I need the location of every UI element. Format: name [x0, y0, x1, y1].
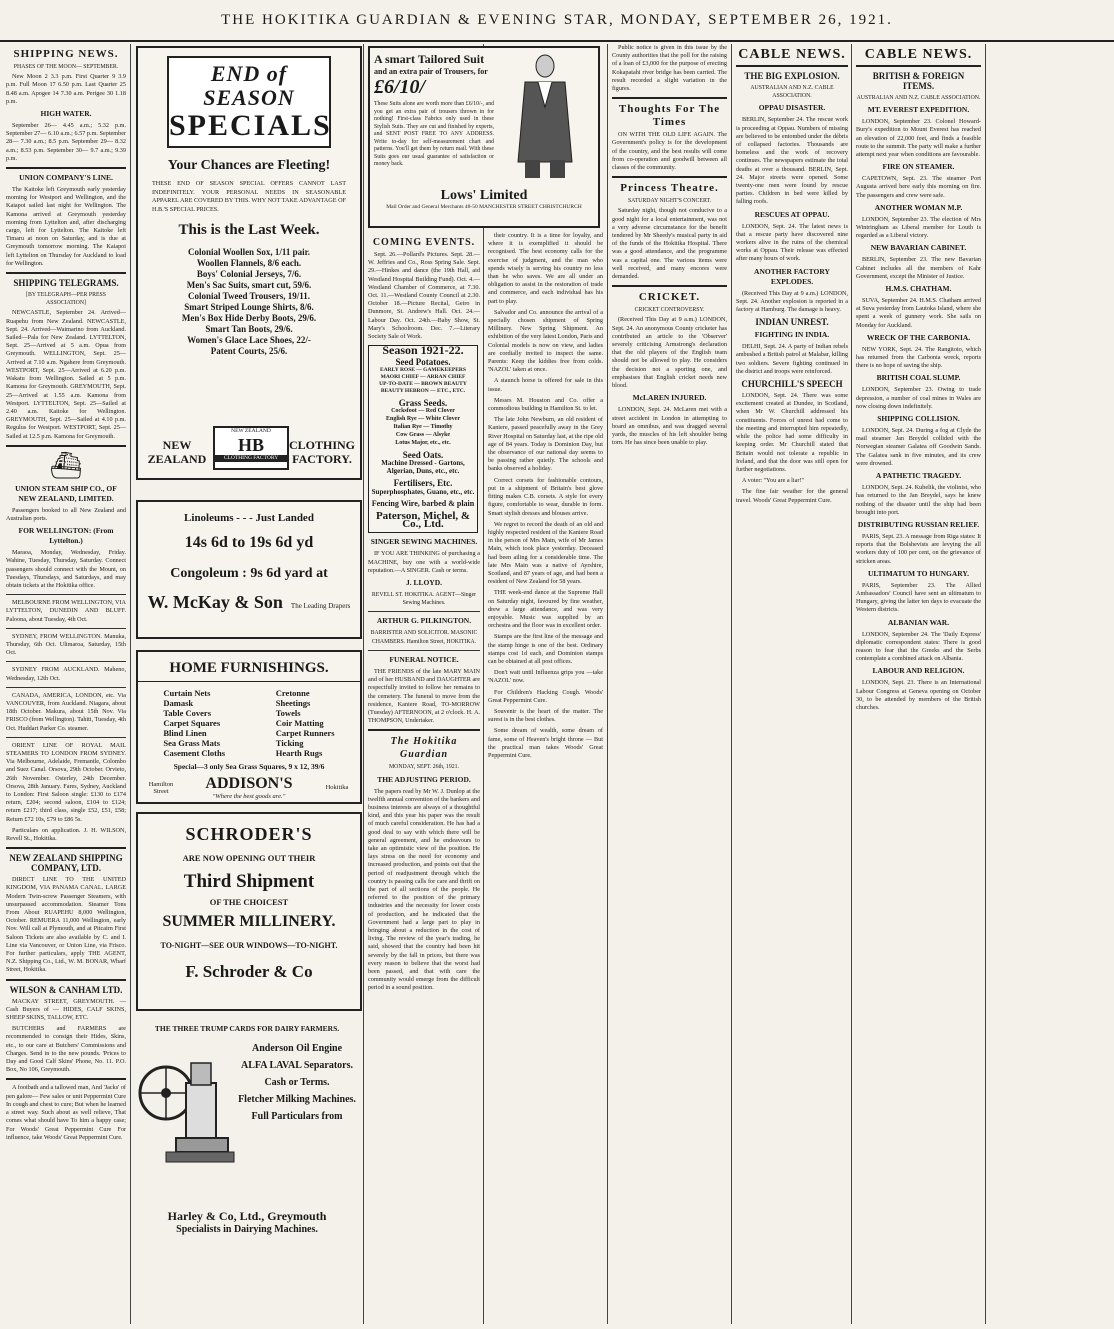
- grass-variety: Lotus Major, etc., etc.: [395, 439, 451, 446]
- season-seed-ad: [368, 345, 478, 533]
- high-water-text: September 26— 4.45 a.m.; 5.32 p.m. September 27— 6.10 a.m.; 6.57 p.m. September 28— 7.30 a.m.; 8.5 p.m. September 29— 8.32 a.m.; 8.53 p.m. September 30— 9.7 a.m.; 9.39 p.m.: [6, 122, 126, 162]
- princess-heading: Princess Theatre.: [620, 182, 719, 195]
- special-item: Boys' Colonial Jerseys, 7/6.: [196, 269, 302, 279]
- schroder-signature: F. Schroder & Co: [185, 962, 313, 981]
- hb-end-of-season-ad: [136, 46, 362, 480]
- column-rule: [483, 44, 484, 1324]
- grass-variety: Cocksfoot — Red Clover: [391, 407, 455, 414]
- wellington-heading: FOR WELLINGTON: (From Lyttelton.): [18, 526, 114, 546]
- peppermint-text: The fine fair weather for the general travel. Woods' Great Peppermint Cure.: [736, 488, 848, 504]
- divider: [736, 65, 848, 67]
- voter-quote: A voter: "You are a liar!": [742, 477, 804, 485]
- divider: [6, 687, 126, 688]
- furnishing-item: Sheetings: [275, 698, 311, 708]
- shipping-news-heading: SHIPPING NEWS.: [13, 48, 119, 60]
- everest-heading: MT. EVEREST EXPEDITION.: [867, 105, 970, 115]
- hb-logo-mid: HB: [237, 435, 264, 455]
- pilkington-name: ARTHUR G. PILKINGTON.: [376, 616, 472, 626]
- oppau-text: BERLIN, September 24. The rescue work is proceeding at Oppau. Numbers of missing are believed to be entombed under the débris of collapsed factories. Thousands are homeless and the work of recovery continues. The newspapers estimate the total deaths at over a thousand. BERLIN, Sept. 24. Major streets were opened. Some twenty-one men were found by rescue parties. Children in bed were killed by falling roofs.: [736, 116, 848, 206]
- lows-tailored-suit-ad: [368, 46, 600, 228]
- furnishing-item: Curtain Nets: [163, 688, 211, 698]
- singer-text: IF YOU ARE THINKING of purchasing a MACHINE, buy one with a world-wide reputation.—A SINGER. Cash or terms.: [368, 550, 480, 574]
- column-rule: [851, 44, 852, 1324]
- special-item: Patent Courts, 25/6.: [210, 346, 288, 356]
- divider: [6, 445, 126, 447]
- footnote-verse: A footbath and a tallowed man, And 'Jacks' of pen galore— Few sales or unit Peppermint Cure In cough and chest to cure; But when he learned a street way. Such about as well relieve, That comes what should have To him a happy case; For Woods' Great Peppermint Cure For influence, take Woods' Great Peppermint Cure.: [6, 1084, 126, 1141]
- princess-sub: SATURDAY NIGHT'S CONCERT.: [627, 198, 712, 205]
- indian-text: DELHI, Sept. 24. A party of Indian rebels ambushed a British patrol at Malabar, killing two soldiers. Severe fighting continued in the district and troops were reinforced.: [736, 343, 848, 375]
- oats-heading: Seed Oats.: [402, 449, 444, 460]
- albanian-text: LONDON, September 24. The 'Daily Express' diplomatic correspondent states: There is good reason to fear that the Greeks and the Serbs contemplate a combined attack on Albania.: [856, 630, 981, 663]
- potato-variety: EARLY ROSE — GAMEKEEPERS: [380, 366, 466, 373]
- bavarian-text: BERLIN, September 23. The new Bavarian Cabinet includes all the members of Kahr Government, except the Minister of Justice.: [856, 256, 981, 280]
- divider: [612, 285, 727, 287]
- churchill-text: LONDON, Sept. 24. There was some excitement created at Dundee, in Scotland, when Mr W. Churchill addressed his constituents. Forces of unrest had come to the meeting and interrupted him repeatedly, while the police had some difficulty in keeping order. Mr Churchill stated that Britain would not tolerate a republic in Ireland, and that the door was still open for further negotiations.: [736, 392, 848, 473]
- cricket-heading: CRICKET.: [638, 291, 701, 304]
- grass-list: [369, 407, 477, 447]
- public-notice-text: Public notice is given in this issue by the County authorities that the poll for the raising of a loan of £3,000 for the purpose of erecting Kokapatahi river bridge has been carried. The result recorded a slight variation in the figures.: [612, 44, 727, 93]
- coming-events-text: Sept. 26.—Pollard's Pictures. Sept. 28.—W. Jeffries and Co., Ross Spring Sale. Sept. 29.—Hinkes and dance (the 19th Hall, aid Westland Hospital Building Fund). Oct. 4.—Westland Chamber of Commerce, at 7.30. Oct. 11.—Westland County Council at 2.30. October 18.—Picture Recital, Geiro in Dunmore, St. Andrew's Hall. Oct. 24.—Labour Day. Oct. 24th.—Baby Show, St. Mary's Schoolroom. Dec. 7.—Literary Society Sale of Work.: [368, 251, 480, 341]
- canada-text: CANADA, AMERICA, LONDON, etc. Via VANCOUVER, from Auckland. Niagara, about 18th October. Makura, about 15th Nov. Via FRISCO (from Wellington). Tahiti, Tuesday, 4th Oct. Huddart Parker Co. steamer.: [6, 691, 126, 732]
- lows-footer: [374, 188, 594, 210]
- mckay-linoleum-ad: [136, 500, 362, 639]
- column-coming-events: [368, 232, 480, 1322]
- editorial-text: The papers read by Mr W. J. Dunlop at the twelfth annual convention of the bankers and business interests are always of a thoughtful kind, and this year his paper was the result of much careful consideration. He has had a good deal to say with which there will be general agreement, and he endeavours to take an optimistic view of the position. He lays stress on the need for economy and increased production, and points out that the period of readjustment through which the country is passing calls for care and thrift on the part of all sections of the people. He referred to the position of the primary industries and the necessity for lower costs of production, and he indicated that the Government had a large part to play in bringing about a reduction in the cost of living. The review of the year's trading, he said, showed that the country had been hit severely by the fall in prices, but there was every reason to believe that the worst had been passed, and that with care the community would emerge from the difficult period in a sound position.: [368, 787, 480, 992]
- souvenir-text: Souvenir is the heart of the matter. The surest is in the best clothes.: [488, 707, 603, 724]
- furnishings-left: [163, 688, 225, 758]
- end-season-title-1: END of SEASON: [203, 61, 295, 110]
- cricket-text: (Received This Day at 9 a.m.) LONDON, Sept. 24. An anonymous County cricketer has contributed an article to the 'Observer' severely criticising Armstrong's declaration that the old players of the English team should not be allowed to play. He considers the decision not a sporting one, and emphasises that English cricket needs new blood.: [612, 316, 727, 390]
- telegrams-sub: [BY TELEGRAPH—PER PRESS ASSOCIATION]: [26, 292, 106, 307]
- fencing-text: Fencing Wire, barbed & plain: [371, 498, 475, 508]
- oppau-heading: OPPAU DISASTER.: [758, 103, 826, 113]
- trump-item: Anderson Oil Engine: [251, 1043, 343, 1054]
- collision-heading: SHIPPING COLLISION.: [877, 414, 960, 424]
- tragedy-heading: A PATHETIC TRAGEDY.: [875, 471, 962, 481]
- hb-logo-top: NEW ZEALAND: [231, 428, 271, 434]
- special-item: Women's Glace Lace Shoes, 22/-: [187, 335, 311, 345]
- harley-dairy-ad: [136, 1020, 358, 1290]
- schroder-ad: [136, 812, 362, 1011]
- oil-engine-illustration: [136, 1043, 236, 1193]
- column-rule: [130, 44, 131, 1324]
- telegrams-heading: SHIPPING TELEGRAMS.: [13, 278, 119, 289]
- furnishing-item: Carpet Squares: [163, 718, 221, 728]
- lows-address: Mail Order and General Merchants 48-50 MANCHESTER STREET CHRISTCHURCH: [386, 204, 582, 210]
- column-rule: [731, 44, 732, 1324]
- divider: [6, 661, 126, 662]
- last-week-heading: This is the Last Week.: [178, 222, 320, 238]
- column-rule: [985, 44, 986, 1324]
- trump-body: [136, 1043, 358, 1193]
- fire-text: CAPETOWN, Sept. 23. The steamer Port Augusta arrived here early this morning on fire. The passengers and crew were safe.: [856, 175, 981, 199]
- union-text: The Kaitoke left Greymouth early yesterday morning for Westport and Wellington, and the Kaiapoi sailed last night for Wellington. The Kamona arrived at Greymouth yesterday morning from Lyttelton and, after discharging cargo, left for Lyttelton. The Kaitoke left Timaru at noon on Saturday, and is due at Greymouth tomorrow morning. The Kaiapoi left Lyttelton on Thursday for Auckland to load for Wellington.: [6, 186, 126, 267]
- schroder-line-1: ARE NOW OPENING OUT THEIR: [182, 853, 316, 863]
- congoleum-price: Congoleum : 9s 6d yard at: [170, 566, 328, 581]
- end-season-title-2: SPECIALS: [169, 109, 332, 142]
- furnishing-item: Damask: [163, 698, 194, 708]
- mckay-name: W. McKay & Son: [147, 592, 283, 612]
- churchill-heading: CHURCHILL'S SPEECH: [741, 379, 843, 390]
- cricket-sub: CRICKET CONTROVERSY.: [634, 307, 705, 314]
- thoughts-heading: Thoughts For The Times: [618, 103, 721, 129]
- stamps-text: Stamps are the first line of the message and the stamp hinge is one of the best. Ordinary stamps cost 1d each, and Dominion stamps can be obtained at all post offices.: [488, 633, 603, 665]
- divider: [6, 628, 126, 629]
- high-water-heading: HIGH WATER.: [40, 109, 92, 119]
- column-shipping: [6, 44, 126, 1324]
- notes-text: Salvador and Co. announce the arrival of a specially chosen shipment of Spring Millinery. New Spring Shipment. An exhibition of the very latest London, Paris and Colonial models is now on view, and ladies are cordially invited to inspect the same. Parents: Keep the kiddies free from colds. 'NAZOL' taken at once.: [488, 308, 603, 374]
- furnishings-list: [138, 688, 360, 758]
- oats-text: Machine Dressed - Gartons, Algerian, Duns, etc., etc.: [381, 459, 465, 476]
- special-item: Colonial Tweed Trousers, 19/11.: [188, 291, 310, 301]
- carbonia-text: NEW YORK, Sept. 24. The Rangitoto, which has returned from the Carbonia wreck, reports there is no hope of saving the ship.: [856, 345, 981, 370]
- furnishings-right: [276, 688, 335, 758]
- furnishing-item: Carpet Runners: [275, 728, 335, 738]
- grass-heading: Grass Seeds.: [398, 397, 448, 408]
- labour-heading: LABOUR AND RELIGION.: [872, 666, 965, 676]
- labour-text: LONDON, Sept. 23. There is an International Labour Congress at Geneva opening on October 30, to be attended by members of the British churches.: [856, 679, 981, 711]
- mclaren-text: LONDON, Sept. 24. McLaren met with a street accident in London in attempting to board an omnibus, and was dragged several yards, the muscles of his left shoulder being torn. He has since been unable to play.: [612, 406, 727, 447]
- russia-heading: DISTRIBUTING RUSSIAN RELIEF.: [857, 519, 980, 529]
- tailored-line-2: and an extra pair of Trousers, for: [374, 67, 488, 76]
- addison-brand: [205, 775, 292, 800]
- flu-text: For Children's Hacking Cough. Woods' Great Peppermint Cure.: [488, 688, 603, 704]
- schroder-line-3: OF THE CHOICEST: [209, 897, 289, 907]
- column-local-news: [488, 232, 603, 1322]
- furnishing-item: Table Covers: [163, 708, 212, 718]
- fertilisers-heading: Fertilisers, Etc.: [393, 478, 453, 489]
- albanian-heading: ALBANIAN WAR.: [887, 617, 950, 627]
- wilson-text: MACKAY STREET, GREYMOUTH. — Cash Buyers of — HIDES, CALF SKINS, SHEEP SKINS, TALLOW, ETC.: [6, 997, 126, 1022]
- fire-heading: FIRE ON STEAMER.: [882, 162, 955, 172]
- special-offer: Special—3 only Sea Grass Squares, 9 x 12, 39/6: [173, 762, 325, 771]
- cable-news-heading: CABLE NEWS.: [738, 47, 846, 62]
- chances-heading: Your Chances are Fleeting!: [167, 158, 331, 173]
- sydney-auckland-text: SYDNEY FROM AUCKLAND. Maheno, Wednesday, 12th Oct.: [6, 666, 126, 682]
- hamilton-street: Hamilton Street: [148, 780, 174, 795]
- trump-heading: THE THREE TRUMP CARDS FOR DAIRY FARMERS.: [154, 1024, 340, 1033]
- grass-variety: Italian Rye — Timothy: [393, 423, 453, 430]
- woman-mp-text: LONDON, September 23. The election of Mrs Wintringham as Liberal member for Louth is regarded as a Liberal victory.: [856, 215, 981, 240]
- sydney-text: SYDNEY, FROM WELLINGTON. Manuka, Thursday, 6th Oct. Ulimaroa, Saturday, 15th Oct.: [6, 632, 126, 657]
- lloyd-address: REVELL ST. HOKITIKA. AGENT—Singer Sewing Machines.: [371, 592, 477, 607]
- divider: [368, 611, 480, 612]
- trump-item: ALFA LAVAL Separators.: [241, 1060, 353, 1071]
- cable-news-heading-2: CABLE NEWS.: [864, 47, 973, 62]
- addison-tagline: "Where the best goods are.": [212, 793, 286, 800]
- season-heading: Season 1921-22.: [382, 345, 464, 358]
- coming-events-heading: COMING EVENTS.: [372, 237, 476, 248]
- lows-name: Lows' Limited: [440, 188, 528, 203]
- trump-items: [236, 1043, 358, 1193]
- divider: [6, 979, 126, 981]
- ultimatum-text: PARIS, September 23. The Allied Ambassadors' Council have sent an ultimatum to Hungary, giving the latter ten days to evacuate the Western districts.: [856, 581, 981, 614]
- tailored-text: These Suits alone are worth more than £6/10/-, and you get an extra pair of trousers thrown in for nothing! First-class Fabrics only used in these Stylish Suits. They are cut and finished by experts, and SENT POST FREE TO ANY ADDRESS. Write to-day for self-measurement chart and patterns. You'll get them by return mail. With these Suits goes our usual guarantee of satisfaction or money back.: [374, 101, 494, 167]
- british-items-heading: BRITISH & FOREIGN ITEMS.: [872, 71, 965, 91]
- divider: [6, 167, 126, 169]
- divider: [6, 847, 126, 849]
- rescues-text: LONDON, Sept. 24. The latest news is that a rescue party have discovered nine workers alive in the ruins of the chemical works at Oppau. Their release was effected after many hours of work.: [736, 222, 848, 263]
- usscol-text: Passengers booked to all New Zealand and Australian ports.: [6, 506, 126, 522]
- linoleum-price: 14s 6d to 19s 6d yd: [184, 534, 314, 551]
- moon-text: New Moon 2 3.3 p.m. First Quarter 9 3.9 p.m. Full Moon 17 6.50 p.m. Last Quarter 25 8.48 a.m. Apogee 14 7.30 a.m. Perigee 30 1.18 p.m.: [6, 73, 126, 105]
- tailored-line-1: A smart Tailored Suit: [374, 52, 485, 66]
- linoleums-heading: Linoleums - - - Just Landed: [184, 512, 314, 524]
- hb-logo: [213, 426, 289, 470]
- chatham-text: SUVA, September 24. H.M.S. Chatham arrived at Suva yesterday from Lautoka Island, where she spent a week of gunnery work. She sails on Monday for Auckland.: [856, 297, 981, 329]
- lows-copy: [374, 52, 494, 169]
- rescues-heading: RESCUES AT OPPAU.: [754, 209, 830, 219]
- indian-sub: FIGHTING IN INDIA.: [754, 330, 830, 340]
- harley-tagline: Specialists in Dairying Machines.: [176, 1224, 318, 1235]
- tragedy-text: LONDON, Sept. 24. Kubelik, the violinist, who has returned to the Jan Breydel, says he knew nothing of the disaster until the ship had been brought into port.: [856, 484, 981, 516]
- column-cable-news-1: [736, 44, 848, 1324]
- furnishing-item: Blind Linen: [163, 728, 207, 738]
- trump-item: Cash or Terms.: [264, 1077, 330, 1088]
- special-item: Men's Box Hide Derby Boots, 29/6.: [181, 313, 317, 323]
- harley-name: Harley & Co, Ltd., Greymouth: [167, 1209, 327, 1223]
- article-text: their country. It is a time for loyalty, and where it is exemplified it should be recognised. The best economy calls for the exercise of judgment, and the man who spends wisely is serving his country no less than he who saves. We are all under an obligation to assist in the restoration of trade and commerce, and each individual has his part to play.: [488, 232, 603, 305]
- guardian-date: MONDAY, SEPT. 26th, 1921.: [389, 764, 459, 771]
- potatoes-heading: Seed Potatoes.: [395, 357, 451, 368]
- russia-text: PARIS, Sept. 23. A message from Riga states: It reports that the Bolshevists are levying the all workers duty of 100 per cent, on the grievance of stricken areas.: [856, 532, 981, 565]
- editorial-heading: THE ADJUSTING PERIOD.: [377, 774, 471, 784]
- influenza-text: Don't wait until Influenza grips you —take 'NAZOL' now.: [488, 669, 603, 685]
- divider: [6, 272, 126, 274]
- explosion-heading: THE BIG EXPLOSION.: [744, 71, 840, 81]
- footnote-text: Some dream of wealth, some dream of fame, some of Heaven's bright throne — But the practical man takes Woods' Great Peppermint Cure.: [488, 727, 603, 759]
- divider: [612, 97, 727, 99]
- collision-text: LONDON, Sept. 24. During a fog at Clyde the mail steamer Jan Breydel collided with the Norwegian steamer Galatea off Goodwin Sands. The Galatea sank in five minutes, and its crew were drowned.: [856, 427, 981, 467]
- fertilisers-text: Superphosphates, Guano, etc., etc.: [371, 487, 475, 496]
- singer-heading: SINGER SEWING MACHINES.: [370, 537, 478, 547]
- carbonia-heading: WRECK OF THE CARBONIA.: [866, 332, 971, 342]
- everest-text: LONDON, September 23. Colonel Howard-Bury's expedition to Mount Everest has reached an elevation of 22,000 feet, and finds a feasible route to the summit. The party will make a further attempt next year when conditions are favourable.: [856, 118, 981, 159]
- chatham-heading: H.M.S. CHATHAM.: [885, 284, 952, 294]
- princess-text: Saturday night, though not conducive to a good night for a local entertainment, was not a very adverse circumstance for the benefit tendered by Mr Sheedy's musical party in aid of the funds of the Hokitika Hospital. There was a good attendance, and the programme was a capital one. The various items were well received, and many encores were demanded.: [612, 207, 727, 281]
- indian-heading: INDIAN UNREST.: [755, 317, 829, 328]
- coal-heading: BRITISH COAL SLUMP.: [876, 373, 961, 383]
- end-season-banner: [167, 56, 331, 148]
- potato-variety: UP-TO-DATE — BROWN BEAUTY: [379, 380, 467, 387]
- union-heading: UNION COMPANY'S LINE.: [19, 173, 113, 183]
- steamship-icon: ⛴: [49, 450, 83, 480]
- column-rule: [363, 44, 364, 1324]
- another-explosion-text: (Received This Day at 9 a.m.) LONDON, Sept. 24. Another explosion is reported in a factory at Hamburg. The damage is heavy.: [736, 289, 848, 314]
- furnishing-item: Casement Cloths: [163, 748, 226, 758]
- melbourne-text: MELBOURNE FROM WELLINGTON, VIA LYTTELTON, DUNEDIN AND BLUFF. Paloona, about Tuesday, 4th Oct.: [6, 599, 126, 623]
- lloyd-name: J. LLOYD.: [405, 578, 443, 588]
- special-item: Smart Tan Boots, 29/6.: [205, 324, 293, 334]
- potato-variety: BEAUTY HEBRON — ETC., ETC.: [380, 387, 466, 394]
- divider: [856, 65, 981, 67]
- divider: [368, 729, 480, 731]
- addison-furnishings-ad: [136, 650, 362, 804]
- funeral-text: THE FRIENDS of the late MARY MAIN and of her HUSBAND and DAUGHTER are respectfully invited to follow her remains to the cemetery. The funeral to move from the residence, Kaniere Road, TO-MORROW (Tuesday) AFTERNOON, at 2 o'clock. H. A. THOMPSON, Undertaker.: [368, 667, 480, 725]
- nzship-heading: NEW ZEALAND SHIPPING COMPANY, LTD.: [9, 853, 123, 874]
- ultimatum-heading: ULTIMATUM TO HUNGARY.: [867, 568, 970, 578]
- particulars-text: Particulars on application. J. H. WILSON, Revell St., Hokitika.: [6, 826, 126, 843]
- clothing-factory-label: CLOTHING FACTORY.: [288, 438, 355, 466]
- orient-text: ORIENT LINE OF ROYAL MAIL STEAMERS TO LONDON FROM SYDNEY. Via Melbourne, Adelaide, Fremantle, Colombo and Suez Canal. Orsova, 29th October. Orvieto, 26th November. Osterley, 24th December. Orsova, 28th January. Fares, Sydney, Auckland to London: First Saloon single: £130 to £174 return, £204; second saloon, £104 to £124; return £217; third class, single £52, £51, £58; Return £72 10s, £79 to £86 5s.: [6, 741, 126, 823]
- special-item: Colonial Woollen Sox, 1/11 pair.: [187, 247, 311, 257]
- staunch-text: A staunch horse is offered for sale in this issue.: [488, 377, 603, 393]
- pilkington-address: BARRISTER AND SOLICITOR. MASONIC CHAMBERS. Hamilton Street, HOKITIKA.: [370, 630, 478, 645]
- divider: [612, 176, 727, 178]
- divider: [6, 594, 126, 595]
- schroder-line-2: Third Shipment: [183, 871, 315, 892]
- furnishing-item: Ticking: [275, 738, 304, 748]
- addison-town: Hokitika: [325, 784, 349, 791]
- divider: [6, 1078, 126, 1080]
- special-item: Woollen Flannels, 8/6 each.: [196, 258, 302, 268]
- usscol-heading: UNION STEAM SHIP CO., OF NEW ZEALAND, LIMITED.: [15, 483, 117, 503]
- schroder-line-4: SUMMER MILLINERY.: [162, 913, 336, 930]
- mckay-signature: [138, 592, 360, 613]
- potatoes-list: [369, 367, 477, 395]
- special-item: Smart Striped Lounge Shirts, 8/6.: [184, 302, 314, 312]
- woman-mp-heading: ANOTHER WOMAN M.P.: [874, 202, 963, 212]
- trump-item: Full Particulars from: [251, 1111, 343, 1122]
- funeral-heading: FUNERAL NOTICE.: [389, 654, 459, 664]
- explosion-sub: AUSTRALIAN AND N.Z. CABLE ASSOCIATION.: [750, 85, 834, 100]
- furnishing-item: Sea Grass Mats: [163, 738, 221, 748]
- column-rule: [607, 44, 608, 1324]
- specials-list: [138, 247, 360, 357]
- corsets-text: Correct corsets for fashionable contours, put in a shipment of Britain's best glove fitting makes C.B. corsets. A style for every figure, comfortable to wear, durable in form. Smart stylish dresses and blouses arrive.: [488, 476, 603, 517]
- british-items-sub: AUSTRALIAN AND N.Z. CABLE ASSOCIATION.: [856, 95, 981, 101]
- suited-man-illustration: [500, 52, 590, 182]
- wilson-heading: WILSON & CANHAM LTD.: [9, 984, 123, 995]
- divider: [368, 650, 480, 651]
- mclaren-heading: McLAREN INJURED.: [632, 393, 707, 403]
- masthead: THE HOKITIKA GUARDIAN & EVENING STAR, MONDAY, SEPTEMBER 26, 1921.: [0, 0, 1114, 42]
- schroder-heading: SCHRODER'S: [185, 824, 313, 844]
- new-zealand-label: NEW ZEALAND: [147, 438, 207, 466]
- weekend-dance-text: THE week-end dance at the Supreme Hall on Saturday night, favoured by fine weather, drew a large attendance, and was very enjoyable. Music was supplied by an orchestra and the floor was in excellent order.: [488, 589, 603, 630]
- grass-variety: Cow Grass — Alsyke: [395, 431, 451, 438]
- tailored-price: £6/10/: [374, 76, 426, 98]
- furnishing-item: Towels: [275, 708, 301, 718]
- paterson-name: Paterson, Michel, & Co., Ltd.: [375, 510, 471, 531]
- column-features: [612, 44, 727, 1324]
- obituary-text: The late John Newburn, an old resident of Kaniere, passed peacefully away in the Grey River Hospital on Saturday last, at the ripe old age of 84 years. Today is Dominion Day, but the observance of our national day seems to be passing rather quietly. The schools and banks observed a holiday.: [488, 416, 603, 473]
- thoughts-text: ON WITH THE OLD LIFE AGAIN. The Government's policy is for the development of the country, and the best results will come from co-operation and goodwill between all classes of the community.: [612, 131, 727, 172]
- nzship-text: DIRECT LINE TO THE UNITED KINGDOM, VIA PANAMA CANAL. LARGE Modern Twin-screw Passenger Steamers, with unsurpassed accommodation. Steamer Tons From About RUAPEHU 8,000 Wellington, October. REMUERA 11,000 Wellington, early Nov. Will call at Plymouth, and at Pitcairn First Saloon Tickets are also available by C. and I. Line via Vancouver, or Union Line, via Frisco. For further particulars, apply THE AGENT, N.Z. Shipping Co., Ltd., W. M. BONAR, Wharf Street, Hokitika.: [6, 876, 126, 974]
- death-notice-text: We regret to record the death of an old and highly respected resident of the Kaniere Road in the person of Mrs Main, wife of Mr James Main, which took place yesterday. Deceased had been ailing for a considerable time. The late Mrs Main was a native of Ayrshire, Scotland, and 87 years of age, and had been a resident of New Zealand for 58 years.: [488, 520, 603, 586]
- addison-footer: [144, 775, 354, 800]
- divider: [6, 737, 126, 738]
- grass-variety: English Rye — White Clover: [385, 415, 460, 422]
- guardian-nameplate: The Hokitika Guardian: [390, 736, 458, 761]
- schroder-line-5: TO-NIGHT—SEE OUR WINDOWS—TO-NIGHT.: [160, 941, 338, 950]
- bavarian-heading: NEW BAVARIAN CABINET.: [870, 243, 967, 253]
- hanson-text: Messrs M. Houston and Co. offer a commodious building in Hamilton St. to let.: [488, 396, 603, 413]
- furnishing-item: Hearth Rugs: [275, 748, 323, 758]
- moon-heading: PHASES OF THE MOON— SEPTEMBER.: [13, 64, 119, 70]
- home-furnishings-heading: HOME FURNISHINGS.: [138, 660, 360, 682]
- trump-item: Fletcher Milking Machines.: [238, 1094, 356, 1105]
- coal-text: LONDON, September 23. Owing to trade depression, a number of coal mines in Wales are now closing down indefinitely.: [856, 386, 981, 410]
- furnishing-item: Coir Matting: [275, 718, 324, 728]
- another-explosion-heading: ANOTHER FACTORY EXPLODES.: [754, 266, 830, 286]
- chances-text: THESE END OF SEASON SPECIAL OFFERS CANNOT LAST INDEFINITELY. YOUR PERSONAL NEEDS IN SEASONABLE APPAREL ARE COVERED BY THIS. WHY NOT TAKE ADVANTAGE OF H.B.'S SPECIAL PRICES.: [152, 180, 346, 213]
- butchers-text: BUTCHERS and FARMERS are recommended to consign their Hides, Skins, etc., to our care at Butchers' Commissions and Charges. Send in to the new pounds. 'Prices to Day and Good Calf Skins' Phone, No. 11. P.O. Box, No 106, Greymouth.: [6, 1025, 126, 1074]
- special-item: Men's Sac Suits, smart cut, 59/6.: [186, 280, 312, 290]
- column-cable-news-2: [856, 44, 981, 1324]
- potato-variety: MAORI CHIEF — ARRAN CHIEF: [380, 373, 466, 380]
- hb-logo-bottom: CLOTHING FACTORY: [215, 455, 287, 462]
- wellington-text: Maraoa, Monday, Wednesday, Friday. Wahine, Tuesday, Thursday, Saturday. Connect passengers should connect with the Mount, on Tuesdays, Thursdays, and Saturdays, and may obtain tickets at the Hokitika office.: [6, 549, 126, 589]
- furnishing-item: Cretonne: [275, 688, 310, 698]
- addison-name: ADDISON'S: [205, 775, 293, 792]
- mckay-sub: The Leading Drapers: [290, 602, 351, 610]
- telegrams-text: NEWCASTLE, September 24. Arrived—Ruapehu from New Zealand. NEWCASTLE, Sept. 24. Arrived—Waimarino from Auckland. Sailed—Pala for New Zealand. LYTTELTON, Sept. 25—Arrived at 5 a.m. Opua from Greymouth. WELLINGTON, Sept. 25—Arrived at 7.10 a.m. Ngahere from Greymouth. WESTPORT, Sept. 25—Arrived at 6.20 p.m. Wakatu from Wellington. Sailed at 5 p.m. Kamona for Greymouth. GREYMOUTH, Sept. 25—Arrived at 1.55 a.m. Kamona from Westport. LYTTELTON, Sept. 25—Sailed at 2.40 a.m. Kaitoke for Wellington. GREYMOUTH, Sept. 25—Sailed at 4.10 p.m. Regulus for Westport. WESTPORT, Sept. 25—Sailed at 12.5 p.m. Kamona for Greymouth.: [6, 309, 126, 440]
